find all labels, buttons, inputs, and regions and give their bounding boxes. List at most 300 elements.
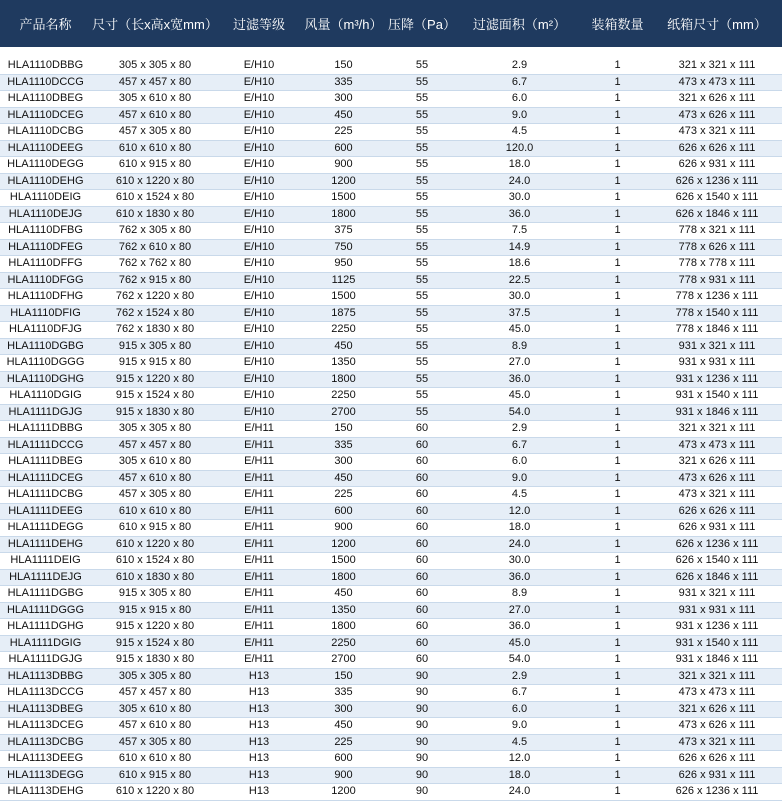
cell-filter-area: 12.0 [456,751,583,768]
cell-airflow: 1125 [299,272,388,289]
cell-filter-area: 6.0 [456,454,583,471]
cell-carton-size: 626 x 1540 x 111 [652,553,782,570]
cell-pack-quantity: 1 [583,503,652,520]
cell-filter-grade: H13 [219,718,299,735]
cell-filter-grade: E/H10 [219,404,299,421]
cell-filter-grade: H13 [219,701,299,718]
cell-filter-grade: E/H11 [219,619,299,636]
table-row [0,74,782,91]
cell-filter-area: 54.0 [456,652,583,669]
cell-dimensions: 915 x 1220 x 80 [91,619,219,636]
table-row [0,371,782,388]
cell-product-name: HLA1113DEGG [0,767,91,784]
table-row [0,685,782,702]
cell-pack-quantity: 1 [583,635,652,652]
cell-filter-area: 6.7 [456,685,583,702]
cell-pressure-drop: 55 [388,388,456,405]
cell-product-name: HLA1111DGGG [0,602,91,619]
cell-filter-grade: E/H10 [219,371,299,388]
cell-filter-grade: H13 [219,734,299,751]
cell-filter-grade: E/H10 [219,223,299,240]
cell-airflow: 900 [299,520,388,537]
cell-pressure-drop: 60 [388,437,456,454]
cell-pack-quantity: 1 [583,91,652,108]
cell-dimensions: 915 x 1830 x 80 [91,404,219,421]
cell-airflow: 1800 [299,569,388,586]
cell-filter-area: 45.0 [456,635,583,652]
cell-carton-size: 931 x 1540 x 111 [652,388,782,405]
cell-airflow: 1350 [299,602,388,619]
cell-filter-grade: E/H11 [219,635,299,652]
table-row [0,107,782,124]
cell-airflow: 150 [299,421,388,438]
cell-pressure-drop: 55 [388,404,456,421]
cell-filter-area: 9.0 [456,470,583,487]
cell-product-name: HLA1113DEEG [0,751,91,768]
header-row [0,0,782,47]
cell-pack-quantity: 1 [583,239,652,256]
cell-dimensions: 457 x 457 x 80 [91,437,219,454]
cell-filter-area: 36.0 [456,206,583,223]
table-row [0,388,782,405]
table-row [0,206,782,223]
cell-airflow: 600 [299,503,388,520]
cell-pressure-drop: 55 [388,206,456,223]
cell-pressure-drop: 55 [388,322,456,339]
cell-filter-area: 4.5 [456,734,583,751]
cell-product-name: HLA1113DBEG [0,701,91,718]
cell-carton-size: 778 x 778 x 111 [652,256,782,273]
cell-carton-size: 931 x 1236 x 111 [652,371,782,388]
cell-dimensions: 305 x 610 x 80 [91,91,219,108]
cell-carton-size: 321 x 626 x 111 [652,701,782,718]
cell-airflow: 2250 [299,635,388,652]
cell-carton-size: 473 x 321 x 111 [652,124,782,141]
cell-pressure-drop: 55 [388,371,456,388]
cell-dimensions: 762 x 1524 x 80 [91,305,219,322]
cell-carton-size: 626 x 626 x 111 [652,503,782,520]
cell-carton-size: 626 x 1540 x 111 [652,190,782,207]
cell-pressure-drop: 60 [388,553,456,570]
cell-filter-area: 24.0 [456,784,583,801]
cell-dimensions: 610 x 915 x 80 [91,767,219,784]
table-row [0,91,782,108]
cell-airflow: 2700 [299,404,388,421]
cell-filter-area: 45.0 [456,388,583,405]
table-row [0,272,782,289]
table-row [0,701,782,718]
cell-pack-quantity: 1 [583,602,652,619]
cell-pressure-drop: 60 [388,454,456,471]
cell-dimensions: 457 x 305 x 80 [91,734,219,751]
cell-dimensions: 915 x 305 x 80 [91,338,219,355]
cell-filter-grade: H13 [219,767,299,784]
cell-filter-area: 2.9 [456,421,583,438]
cell-pack-quantity: 1 [583,74,652,91]
cell-filter-area: 36.0 [456,619,583,636]
cell-carton-size: 626 x 626 x 111 [652,751,782,768]
cell-dimensions: 610 x 915 x 80 [91,157,219,174]
cell-filter-area: 6.7 [456,437,583,454]
header-pressure-drop: 压降（Pa） [388,0,456,47]
table-row [0,668,782,685]
cell-filter-area: 6.7 [456,74,583,91]
cell-dimensions: 762 x 915 x 80 [91,272,219,289]
table-body [0,47,782,800]
header-carton-size: 纸箱尺寸（mm） [652,0,782,47]
cell-carton-size: 473 x 473 x 111 [652,74,782,91]
cell-airflow: 1500 [299,289,388,306]
cell-pack-quantity: 1 [583,305,652,322]
cell-pressure-drop: 55 [388,256,456,273]
cell-carton-size: 778 x 1236 x 111 [652,289,782,306]
cell-dimensions: 762 x 305 x 80 [91,223,219,240]
cell-carton-size: 321 x 626 x 111 [652,91,782,108]
cell-carton-size: 473 x 321 x 111 [652,734,782,751]
cell-product-name: HLA1111DEIG [0,553,91,570]
cell-pack-quantity: 1 [583,256,652,273]
cell-pack-quantity: 1 [583,173,652,190]
cell-filter-grade: H13 [219,784,299,801]
cell-dimensions: 305 x 305 x 80 [91,668,219,685]
cell-pressure-drop: 90 [388,685,456,702]
cell-pack-quantity: 1 [583,470,652,487]
cell-filter-grade: E/H10 [219,338,299,355]
cell-filter-grade: E/H11 [219,503,299,520]
cell-airflow: 300 [299,91,388,108]
header-airflow: 风量（m³/h） [299,0,388,47]
cell-pressure-drop: 55 [388,58,456,74]
cell-airflow: 450 [299,470,388,487]
header-spacer [0,47,782,58]
cell-airflow: 1200 [299,536,388,553]
cell-carton-size: 778 x 1846 x 111 [652,322,782,339]
cell-carton-size: 626 x 626 x 111 [652,140,782,157]
cell-filter-grade: E/H10 [219,305,299,322]
cell-pack-quantity: 1 [583,157,652,174]
cell-pressure-drop: 55 [388,355,456,372]
cell-pack-quantity: 1 [583,685,652,702]
cell-airflow: 1800 [299,206,388,223]
cell-pressure-drop: 60 [388,503,456,520]
cell-filter-grade: E/H11 [219,536,299,553]
cell-pressure-drop: 60 [388,586,456,603]
cell-pack-quantity: 1 [583,355,652,372]
cell-pressure-drop: 55 [388,289,456,306]
cell-airflow: 335 [299,74,388,91]
cell-dimensions: 610 x 1220 x 80 [91,784,219,801]
cell-pack-quantity: 1 [583,569,652,586]
table-row [0,256,782,273]
cell-dimensions: 610 x 915 x 80 [91,520,219,537]
cell-airflow: 1800 [299,619,388,636]
cell-airflow: 300 [299,701,388,718]
cell-airflow: 1500 [299,553,388,570]
cell-filter-area: 36.0 [456,371,583,388]
cell-dimensions: 915 x 915 x 80 [91,355,219,372]
table-row [0,734,782,751]
cell-airflow: 2250 [299,388,388,405]
cell-carton-size: 321 x 626 x 111 [652,454,782,471]
cell-product-name: HLA1111DCBG [0,487,91,504]
table-row [0,767,782,784]
cell-filter-grade: E/H11 [219,602,299,619]
cell-dimensions: 305 x 610 x 80 [91,454,219,471]
cell-dimensions: 305 x 305 x 80 [91,58,219,74]
cell-pack-quantity: 1 [583,107,652,124]
cell-airflow: 2250 [299,322,388,339]
table-row [0,536,782,553]
cell-filter-area: 9.0 [456,718,583,735]
cell-pressure-drop: 90 [388,718,456,735]
cell-pack-quantity: 1 [583,487,652,504]
cell-airflow: 335 [299,685,388,702]
cell-dimensions: 305 x 610 x 80 [91,701,219,718]
cell-product-name: HLA1110DEIG [0,190,91,207]
cell-carton-size: 931 x 1846 x 111 [652,404,782,421]
cell-airflow: 600 [299,140,388,157]
cell-airflow: 375 [299,223,388,240]
cell-pack-quantity: 1 [583,454,652,471]
cell-filter-area: 9.0 [456,107,583,124]
cell-filter-grade: H13 [219,751,299,768]
cell-product-name: HLA1110DFBG [0,223,91,240]
header-filter-grade: 过滤等级 [219,0,299,47]
cell-filter-area: 27.0 [456,355,583,372]
cell-product-name: HLA1111DBEG [0,454,91,471]
cell-pack-quantity: 1 [583,289,652,306]
cell-dimensions: 762 x 610 x 80 [91,239,219,256]
cell-filter-area: 30.0 [456,190,583,207]
cell-filter-grade: E/H11 [219,652,299,669]
cell-carton-size: 931 x 1540 x 111 [652,635,782,652]
cell-pack-quantity: 1 [583,388,652,405]
cell-filter-area: 14.9 [456,239,583,256]
cell-dimensions: 610 x 1220 x 80 [91,173,219,190]
cell-carton-size: 626 x 1846 x 111 [652,569,782,586]
cell-filter-grade: E/H10 [219,322,299,339]
table-row [0,553,782,570]
cell-product-name: HLA1110DFEG [0,239,91,256]
cell-pressure-drop: 90 [388,668,456,685]
cell-carton-size: 778 x 1540 x 111 [652,305,782,322]
cell-pack-quantity: 1 [583,272,652,289]
table-row [0,569,782,586]
cell-carton-size: 626 x 1846 x 111 [652,206,782,223]
cell-pack-quantity: 1 [583,371,652,388]
cell-product-name: HLA1113DCEG [0,718,91,735]
cell-dimensions: 610 x 610 x 80 [91,140,219,157]
cell-dimensions: 457 x 610 x 80 [91,718,219,735]
cell-dimensions: 610 x 1220 x 80 [91,536,219,553]
cell-product-name: HLA1111DGIG [0,635,91,652]
table-row [0,586,782,603]
cell-pack-quantity: 1 [583,767,652,784]
cell-carton-size: 473 x 626 x 111 [652,470,782,487]
cell-filter-area: 6.0 [456,91,583,108]
cell-pressure-drop: 55 [388,91,456,108]
cell-product-name: HLA1111DEHG [0,536,91,553]
cell-airflow: 450 [299,338,388,355]
cell-product-name: HLA1111DCEG [0,470,91,487]
cell-carton-size: 778 x 321 x 111 [652,223,782,240]
cell-product-name: HLA1110DFIG [0,305,91,322]
table-row [0,289,782,306]
cell-product-name: HLA1111DGHG [0,619,91,636]
table-row [0,338,782,355]
cell-filter-grade: E/H10 [219,289,299,306]
cell-carton-size: 626 x 931 x 111 [652,767,782,784]
cell-filter-grade: E/H10 [219,355,299,372]
table-row [0,602,782,619]
cell-filter-area: 8.9 [456,586,583,603]
table-row [0,503,782,520]
cell-product-name: HLA1111DEEG [0,503,91,520]
table-row [0,635,782,652]
cell-pressure-drop: 60 [388,635,456,652]
cell-pressure-drop: 90 [388,784,456,801]
cell-product-name: HLA1110DGHG [0,371,91,388]
cell-product-name: HLA1110DCBG [0,124,91,141]
table-row [0,58,782,74]
cell-carton-size: 931 x 321 x 111 [652,338,782,355]
cell-pressure-drop: 90 [388,767,456,784]
cell-airflow: 150 [299,668,388,685]
cell-carton-size: 321 x 321 x 111 [652,668,782,685]
cell-dimensions: 610 x 1524 x 80 [91,553,219,570]
cell-dimensions: 457 x 305 x 80 [91,124,219,141]
cell-dimensions: 915 x 305 x 80 [91,586,219,603]
cell-filter-area: 37.5 [456,305,583,322]
cell-pack-quantity: 1 [583,784,652,801]
cell-pack-quantity: 1 [583,586,652,603]
cell-product-name: HLA1110DEEG [0,140,91,157]
cell-filter-area: 4.5 [456,124,583,141]
cell-carton-size: 778 x 931 x 111 [652,272,782,289]
cell-filter-grade: E/H11 [219,421,299,438]
cell-filter-grade: E/H10 [219,140,299,157]
table-header [0,0,782,47]
cell-filter-grade: E/H11 [219,586,299,603]
cell-filter-grade: E/H10 [219,124,299,141]
cell-product-name: HLA1111DGJG [0,404,91,421]
cell-filter-area: 8.9 [456,338,583,355]
cell-filter-grade: E/H11 [219,569,299,586]
table-row [0,520,782,537]
cell-pressure-drop: 90 [388,701,456,718]
cell-pressure-drop: 60 [388,602,456,619]
table-row [0,470,782,487]
cell-pack-quantity: 1 [583,58,652,74]
cell-product-name: HLA1110DFFG [0,256,91,273]
cell-filter-area: 2.9 [456,668,583,685]
cell-filter-grade: E/H11 [219,454,299,471]
cell-pack-quantity: 1 [583,421,652,438]
cell-carton-size: 473 x 473 x 111 [652,437,782,454]
cell-pressure-drop: 55 [388,173,456,190]
cell-dimensions: 610 x 1830 x 80 [91,569,219,586]
cell-carton-size: 473 x 473 x 111 [652,685,782,702]
cell-pack-quantity: 1 [583,223,652,240]
cell-product-name: HLA1110DBEG [0,91,91,108]
cell-filter-area: 4.5 [456,487,583,504]
cell-filter-area: 27.0 [456,602,583,619]
cell-filter-grade: E/H11 [219,553,299,570]
table-row [0,173,782,190]
cell-pack-quantity: 1 [583,190,652,207]
cell-filter-grade: E/H11 [219,487,299,504]
cell-dimensions: 915 x 1830 x 80 [91,652,219,669]
cell-product-name: HLA1110DGIG [0,388,91,405]
cell-dimensions: 762 x 762 x 80 [91,256,219,273]
cell-filter-grade: E/H11 [219,437,299,454]
cell-airflow: 750 [299,239,388,256]
cell-filter-grade: H13 [219,668,299,685]
cell-carton-size: 626 x 1236 x 111 [652,784,782,801]
cell-filter-grade: E/H10 [219,74,299,91]
cell-carton-size: 626 x 1236 x 111 [652,173,782,190]
cell-pack-quantity: 1 [583,718,652,735]
cell-product-name: HLA1113DCBG [0,734,91,751]
cell-pressure-drop: 55 [388,272,456,289]
cell-pressure-drop: 60 [388,536,456,553]
cell-pressure-drop: 55 [388,74,456,91]
cell-carton-size: 473 x 626 x 111 [652,718,782,735]
cell-product-name: HLA1110DFJG [0,322,91,339]
cell-carton-size: 626 x 1236 x 111 [652,536,782,553]
cell-product-name: HLA1113DEHG [0,784,91,801]
cell-pressure-drop: 60 [388,652,456,669]
cell-pressure-drop: 60 [388,421,456,438]
cell-dimensions: 915 x 1524 x 80 [91,388,219,405]
cell-airflow: 950 [299,256,388,273]
cell-filter-grade: E/H11 [219,470,299,487]
cell-product-name: HLA1110DEHG [0,173,91,190]
header-dimensions: 尺寸（长x高x宽mm） [91,0,219,47]
cell-dimensions: 610 x 610 x 80 [91,751,219,768]
table-row [0,190,782,207]
table-row [0,619,782,636]
table-row [0,751,782,768]
cell-carton-size: 473 x 626 x 111 [652,107,782,124]
cell-pack-quantity: 1 [583,322,652,339]
cell-pressure-drop: 55 [388,140,456,157]
cell-pressure-drop: 55 [388,107,456,124]
cell-pressure-drop: 90 [388,734,456,751]
cell-product-name: HLA1110DCCG [0,74,91,91]
cell-pressure-drop: 55 [388,190,456,207]
cell-pack-quantity: 1 [583,668,652,685]
cell-dimensions: 457 x 457 x 80 [91,74,219,91]
cell-airflow: 900 [299,767,388,784]
table-row [0,454,782,471]
cell-filter-area: 45.0 [456,322,583,339]
cell-pack-quantity: 1 [583,338,652,355]
cell-dimensions: 915 x 1524 x 80 [91,635,219,652]
table-row [0,421,782,438]
cell-product-name: HLA1111DGJG [0,652,91,669]
cell-filter-grade: E/H10 [219,107,299,124]
cell-pack-quantity: 1 [583,734,652,751]
cell-pack-quantity: 1 [583,124,652,141]
cell-filter-grade: E/H11 [219,520,299,537]
cell-carton-size: 473 x 321 x 111 [652,487,782,504]
cell-filter-area: 2.9 [456,58,583,74]
cell-carton-size: 931 x 1236 x 111 [652,619,782,636]
table-row [0,652,782,669]
cell-pack-quantity: 1 [583,404,652,421]
cell-pressure-drop: 55 [388,305,456,322]
